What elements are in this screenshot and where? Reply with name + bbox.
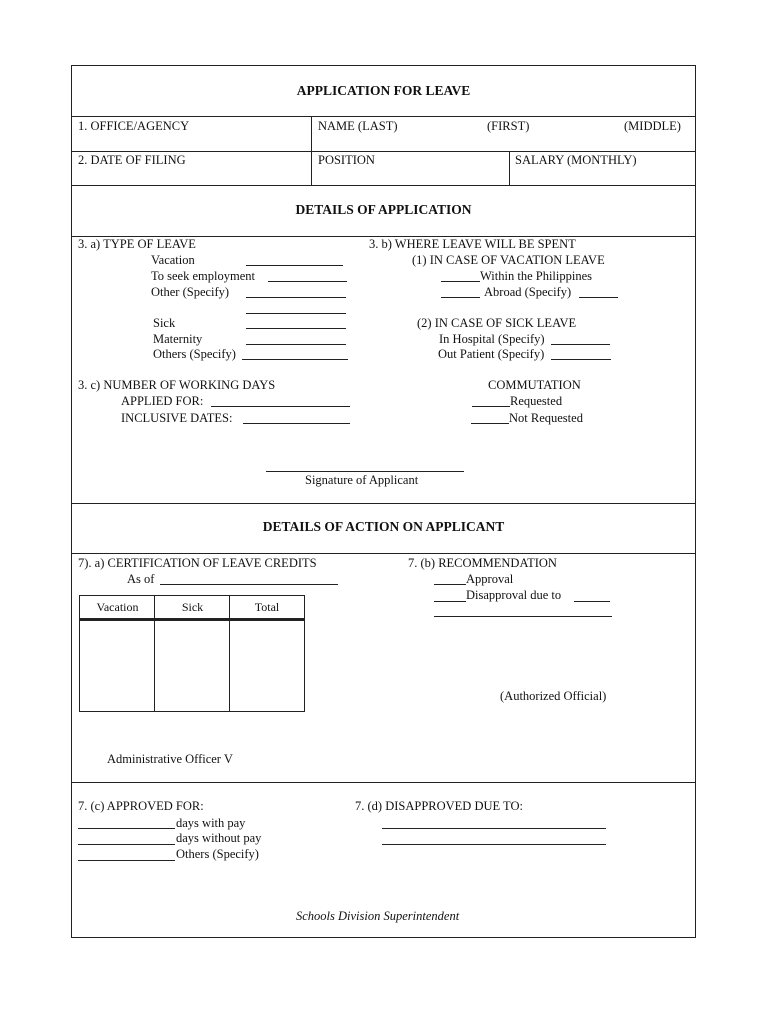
maternity-option: Maternity (153, 332, 203, 346)
not-requested-option: Not Requested (509, 411, 583, 425)
approval-option: Approval (466, 572, 514, 586)
disapproval-option: Disapproval due to (466, 588, 562, 602)
seek-employment-blank (268, 281, 347, 282)
within-blank (441, 281, 480, 282)
leave-credits-table (79, 595, 305, 712)
abroad-blank (579, 297, 618, 298)
other-specify-option: Other (Specify) (151, 285, 230, 299)
name-middle-label: (MIDDLE) (624, 119, 681, 133)
other-specify-blank-2 (246, 313, 346, 314)
sick-case-heading: (2) IN CASE OF SICK LEAVE (417, 316, 577, 330)
sick-option: Sick (153, 316, 176, 330)
leave-application-form (71, 65, 696, 938)
details-of-action-heading: DETAILS OF ACTION ON APPLICANT (262, 519, 505, 534)
superintendent-label: Schools Division Superintendent (296, 909, 460, 923)
signature-label: Signature of Applicant (305, 473, 419, 487)
maternity-blank (246, 344, 346, 345)
inclusive-dates-blank (243, 423, 350, 424)
disapproval-blank (574, 601, 610, 602)
office-agency-label: 1. OFFICE/AGENCY (78, 119, 190, 133)
col-sick-header: Sick (181, 600, 204, 614)
days-with-pay-label: days with pay (176, 816, 246, 830)
applied-for-blank (211, 406, 350, 407)
vacation-case-heading: (1) IN CASE OF VACATION LEAVE (412, 253, 605, 267)
divider (72, 151, 695, 152)
name-first-label: (FIRST) (487, 119, 530, 133)
divider (72, 782, 695, 783)
details-of-application-heading: DETAILS OF APPLICATION (295, 202, 472, 217)
date-of-filing-label: 2. DATE OF FILING (78, 153, 186, 167)
others-specify-option: Others (Specify) (153, 347, 236, 361)
working-days-heading: 3. c) NUMBER OF WORKING DAYS (78, 378, 276, 392)
where-spent-heading: 3. b) WHERE LEAVE WILL BE SPENT (369, 237, 576, 251)
requested-option: Requested (510, 394, 563, 408)
divider (72, 553, 695, 554)
col-total-header: Total (254, 600, 280, 614)
with-pay-blank (78, 828, 175, 829)
in-hospital-blank (551, 344, 610, 345)
divider (72, 503, 695, 504)
salary-label: SALARY (MONTHLY) (515, 153, 637, 167)
divider (154, 596, 155, 711)
commutation-heading: COMMUTATION (488, 378, 581, 392)
vacation-blank (246, 265, 343, 266)
administrative-officer-label: Administrative Officer V (107, 752, 233, 766)
signature-line (266, 471, 464, 472)
inclusive-dates-label: INCLUSIVE DATES: (121, 411, 233, 425)
certification-heading: 7). a) CERTIFICATION OF LEAVE CREDITS (78, 556, 317, 570)
requested-blank (472, 406, 510, 407)
disapproval-blank-2 (434, 616, 612, 617)
table-header-rule (80, 618, 304, 621)
without-pay-blank (78, 844, 175, 845)
sick-blank (246, 328, 346, 329)
disapproval-blank-pre (434, 601, 466, 602)
out-patient-option: Out Patient (Specify) (438, 347, 545, 361)
authorized-official-label: (Authorized Official) (500, 689, 607, 703)
as-of-blank (160, 584, 338, 585)
approval-blank (434, 584, 466, 585)
abroad-blank-pre (441, 297, 480, 298)
approved-for-heading: 7. (c) APPROVED FOR: (78, 799, 204, 813)
within-philippines-option: Within the Philippines (480, 269, 592, 283)
abroad-option: Abroad (Specify) (484, 285, 572, 299)
type-of-leave-heading: 3. a) TYPE OF LEAVE (78, 237, 196, 251)
form-title: APPLICATION FOR LEAVE (296, 83, 471, 98)
as-of-label: As of (127, 572, 155, 586)
others-specify-label: Others (Specify) (176, 847, 259, 861)
vacation-option: Vacation (151, 253, 195, 267)
divider (509, 151, 510, 185)
disapproved-blank (382, 828, 606, 829)
position-label: POSITION (318, 153, 375, 167)
name-last-label: NAME (LAST) (318, 119, 398, 133)
other-specify-blank (246, 297, 346, 298)
in-hospital-option: In Hospital (Specify) (439, 332, 545, 346)
others-specify-blank (242, 359, 348, 360)
col-vacation-header: Vacation (96, 600, 139, 614)
out-patient-blank (551, 359, 611, 360)
recommendation-heading: 7. (b) RECOMMENDATION (408, 556, 557, 570)
divider (72, 116, 695, 117)
divider (72, 185, 695, 186)
not-requested-blank (471, 423, 509, 424)
disapproved-blank-2 (382, 844, 606, 845)
seek-employment-option: To seek employment (151, 269, 255, 283)
applied-for-label: APPLIED FOR: (121, 394, 204, 408)
divider (229, 596, 230, 711)
days-without-pay-label: days without pay (176, 831, 262, 845)
disapproved-heading: 7. (d) DISAPPROVED DUE TO: (355, 799, 523, 813)
others-blank (78, 860, 175, 861)
